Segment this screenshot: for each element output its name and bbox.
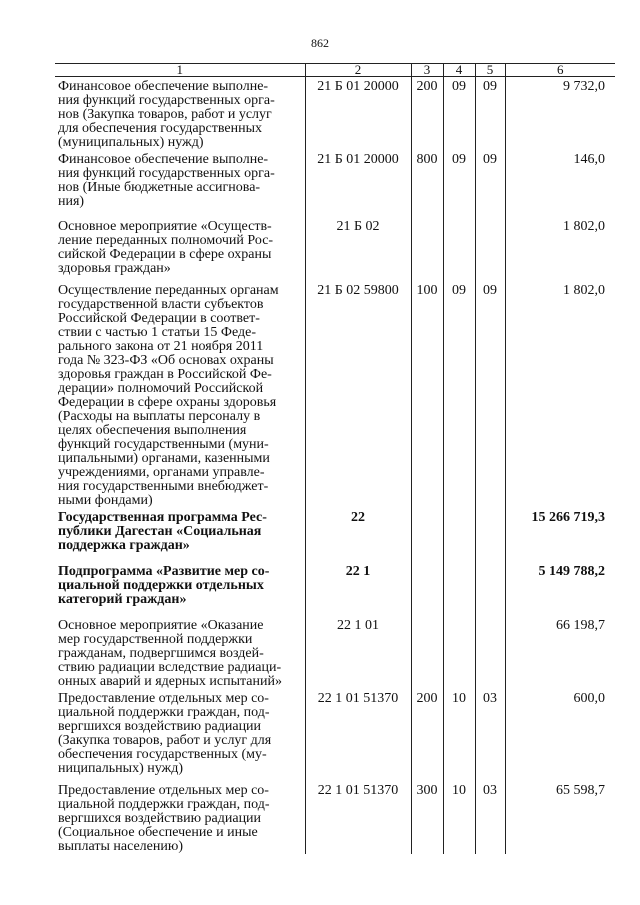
table-row <box>55 150 615 217</box>
row-code-cell: 21 Б 01 20000 <box>305 150 411 217</box>
column-header-vr: 3 <box>411 64 443 77</box>
row-name-cell: Основное мероприятие «Оказание мер государственной поддержки гражданам, подвергшимся воздей- ствию радиации вследствие радиаци- онных аварий и ядерных испытаний» <box>58 618 282 689</box>
row-sum-cell: 65 598,7 <box>505 781 615 854</box>
row-name-cell: Основное мероприятие «Осуществ- ление переданных полномочий Рос- сийской Федерации в сфере охраны здоровья граждан» <box>58 219 274 276</box>
table-row <box>55 689 615 781</box>
row-name-cell: Финансовое обеспечение выполне- ния функций государственных орга- нов (Закупка товаров, работ и услуг для обеспечения государственных (муниципальных) нужд) <box>58 79 275 150</box>
row-code-cell: 21 Б 02 <box>305 217 411 281</box>
row-rz-cell: 09 <box>443 150 475 217</box>
row-code-cell: 21 Б 02 59800 <box>305 281 411 508</box>
row-name-cell: Подпрограмма «Развитие мер со- циальной поддержки отдельных категорий граждан» <box>58 564 270 607</box>
row-sum-cell: 1 802,0 <box>505 281 615 508</box>
row-vr-cell: 200 <box>411 77 443 151</box>
column-header-pr: 5 <box>475 64 505 77</box>
row-code-cell: 22 <box>305 508 411 562</box>
column-header-sum: 6 <box>505 64 615 77</box>
row-pr-cell <box>475 616 505 689</box>
row-sum-cell: 1 802,0 <box>505 217 615 281</box>
row-vr-cell: 100 <box>411 281 443 508</box>
column-header-rz: 4 <box>443 64 475 77</box>
row-code-cell: 22 1 01 <box>305 616 411 689</box>
row-code-cell: 22 1 01 51370 <box>305 781 411 854</box>
row-rz-cell: 09 <box>443 281 475 508</box>
row-name-cell: Предоставление отдельных мер со- циальной поддержки граждан, под- вергшихся воздействию радиации (Закупка товаров, работ и услуг для обеспечения государственных (му- ниципальных) нужд) <box>58 691 272 776</box>
row-sum-cell: 9 732,0 <box>505 77 615 151</box>
table-row <box>55 562 615 616</box>
row-name-cell: Осуществление переданных органам государственной власти субъектов Российской Федерации в соответ- ствии с частью 1 статьи 15 Феде- рального закона от 21 ноября 2011 года № 323-ФЗ «Об основах охраны здоровья граждан в Российской Фе- дерации» полномочий Российской Федерации в сфере охраны здоровья (Расходы на выплаты персоналу в целях обеспечения выполнения функций государственными (муни- ципальными) органами, казенными учреждениями, органами управле- ния государственными внебюджет- ными фондами) <box>58 283 279 508</box>
row-pr-cell <box>475 508 505 562</box>
row-pr-cell: 09 <box>475 150 505 217</box>
row-sum-cell: 5 149 788,2 <box>505 562 615 616</box>
row-rz-cell <box>443 508 475 562</box>
row-sum-cell: 600,0 <box>505 689 615 781</box>
row-name-cell: Государственная программа Рес- публики Дагестан «Социальная поддержка граждан» <box>58 510 267 553</box>
table-header-row <box>55 64 615 77</box>
table-row <box>55 616 615 689</box>
column-header-name: 1 <box>55 64 305 77</box>
row-name-cell: Финансовое обеспечение выполне- ния функций государственных орга- нов (Иные бюджетные ассигнова- ния) <box>58 152 275 209</box>
row-sum-cell: 66 198,7 <box>505 616 615 689</box>
budget-table <box>55 63 615 854</box>
row-vr-cell: 300 <box>411 781 443 854</box>
row-code-cell: 21 Б 01 20000 <box>305 77 411 151</box>
row-vr-cell <box>411 562 443 616</box>
table-row <box>55 217 615 281</box>
row-pr-cell <box>475 562 505 616</box>
row-vr-cell: 200 <box>411 689 443 781</box>
row-vr-cell <box>411 508 443 562</box>
row-rz-cell <box>443 217 475 281</box>
row-vr-cell: 800 <box>411 150 443 217</box>
row-vr-cell <box>411 616 443 689</box>
row-name-cell: Предоставление отдельных мер со- циальной поддержки граждан, под- вергшихся воздействию радиации (Социальное обеспечение и иные выплаты населению) <box>58 783 270 854</box>
table-row <box>55 508 615 562</box>
row-pr-cell: 03 <box>475 689 505 781</box>
row-pr-cell: 03 <box>475 781 505 854</box>
page-number: 862 <box>311 36 329 50</box>
row-rz-cell <box>443 616 475 689</box>
row-rz-cell: 10 <box>443 781 475 854</box>
row-pr-cell: 09 <box>475 281 505 508</box>
row-pr-cell: 09 <box>475 77 505 151</box>
row-rz-cell: 09 <box>443 77 475 151</box>
row-sum-cell: 15 266 719,3 <box>505 508 615 562</box>
row-sum-cell: 146,0 <box>505 150 615 217</box>
table-row <box>55 781 615 854</box>
row-code-cell: 22 1 <box>305 562 411 616</box>
row-rz-cell <box>443 562 475 616</box>
row-rz-cell: 10 <box>443 689 475 781</box>
table-row <box>55 281 615 508</box>
row-code-cell: 22 1 01 51370 <box>305 689 411 781</box>
row-vr-cell <box>411 217 443 281</box>
table-row <box>55 77 615 151</box>
row-pr-cell <box>475 217 505 281</box>
column-header-code: 2 <box>305 64 411 77</box>
